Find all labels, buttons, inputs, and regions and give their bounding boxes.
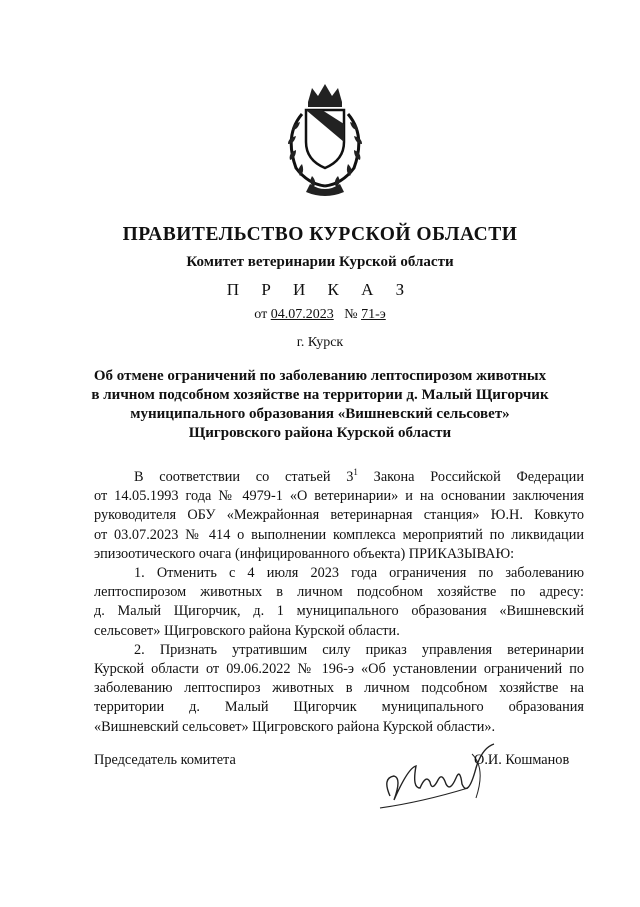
title-line: в личном подсобном хозяйстве на территории д. Малый Щигорчик — [91, 387, 549, 403]
body-line: заболеванию лептоспироз животных в личном подсобном хозяйстве на — [94, 680, 584, 697]
body-line: 2. Признать утратившим силу приказ управления ветеринарии — [134, 641, 584, 658]
signatory-position: Председатель комитета — [94, 752, 236, 768]
body-line: от 03.07.2023 № 414 о выполнении комплекса мероприятий по ликвидации — [94, 526, 584, 543]
coat-of-arms-icon — [270, 80, 380, 200]
body-line — [94, 468, 584, 487]
document-date: 04.07.2023 — [270, 307, 334, 322]
body-line: сельсовет» Щигровского района Курской области. — [94, 622, 400, 639]
date-prefix: от — [254, 307, 268, 322]
date-number-line — [60, 307, 580, 323]
body-line: от 14.05.1993 года № 4979-1 «О ветеринарии» и на основании заключения — [94, 488, 584, 505]
body-line: Курской области от 09.06.2022 № 196-э «Об установлении ограничений по — [94, 661, 584, 678]
document-type: П Р И К А З — [226, 280, 414, 299]
title-line: муниципального образования «Вишневский сельсовет» — [130, 406, 510, 422]
handwritten-signature — [372, 738, 512, 813]
body-line: лептоспирозом животных в личном подсобном хозяйстве по адресу: — [94, 584, 584, 601]
document-body — [94, 468, 584, 737]
document-number: 71-э — [361, 307, 386, 322]
body-line: д. Малый Щигорчик, д. 1 муниципального образования «Вишневский — [94, 603, 584, 620]
body-line: эпизоотического очага (инфицированного объекта) ПРИКАЗЫВАЮ: — [94, 545, 515, 562]
document-title — [60, 367, 580, 443]
body-text: В соответствии со статьей 3 — [134, 469, 354, 485]
number-prefix: № — [344, 307, 358, 322]
body-text: Закона Российской Федерации — [357, 469, 584, 485]
committee-name: Комитет ветеринарии Курской области — [186, 254, 454, 270]
body-line: «Вишневский сельсовет» Щигровского района Курской области». — [94, 718, 496, 735]
title-line: Щигровского района Курской области — [188, 425, 452, 441]
intro-paragraph — [94, 468, 584, 564]
item-1-paragraph — [94, 564, 584, 641]
city: г. Курск — [296, 335, 344, 350]
body-line: территории д. Малый Щигорчик муниципального образования — [94, 699, 584, 716]
government-name: ПРАВИТЕЛЬСТВО КУРСКОЙ ОБЛАСТИ — [122, 224, 518, 245]
superscript: 1 — [353, 467, 358, 478]
body-line: 1. Отменить с 4 июля 2023 года ограничения по заболеванию — [134, 565, 584, 582]
signatory-name: О.И. Кошманов — [474, 752, 570, 768]
title-line: Об отмене ограничений по заболеванию лептоспирозом животных — [93, 368, 547, 384]
body-line: руководителя ОБУ «Межрайонная ветеринарная станция» Ю.Н. Ковкуто — [94, 507, 584, 524]
item-2-paragraph — [94, 641, 584, 737]
